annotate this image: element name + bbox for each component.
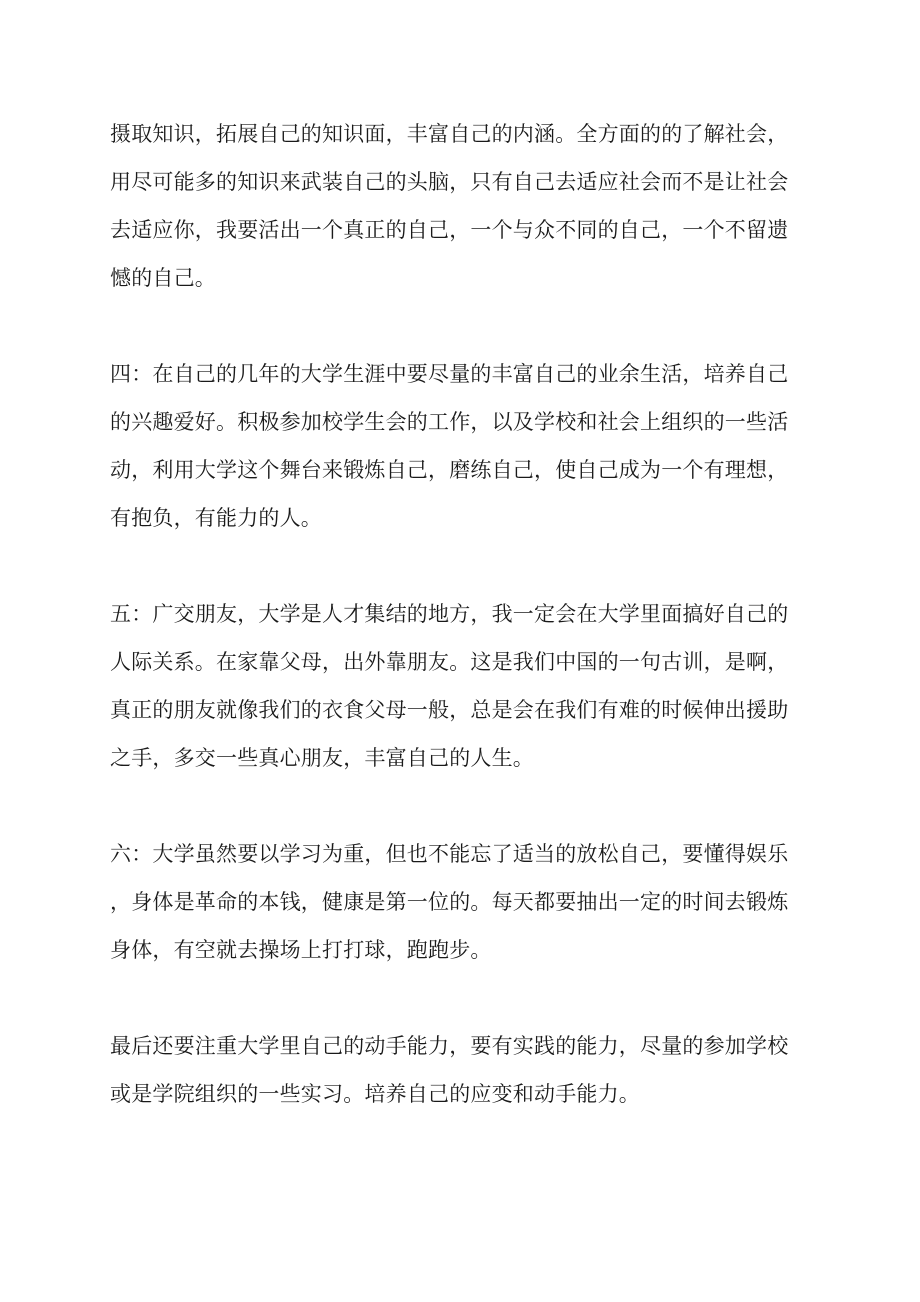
paragraph-line: ，身体是革命的本钱，健康是第一位的。每天都要抽出一定的时间去锻炼: [110, 890, 789, 914]
paragraph-final-practice: [110, 1022, 810, 1118]
paragraph-line: 用尽可能多的知识来武装自己的头脑，只有自己去适应社会而不是让社会: [110, 170, 789, 194]
paragraph-line: 有抱负，有能力的人。: [110, 506, 322, 530]
paragraph-line: 的兴趣爱好。积极参加校学生会的工作，以及学校和社会上组织的一些活: [110, 410, 789, 434]
paragraph-line: 四：在自己的几年的大学生涯中要尽量的丰富自己的业余生活，培养自己: [110, 362, 789, 386]
paragraph-line: 五：广交朋友，大学是人才集结的地方，我一定会在大学里面搞好自己的: [110, 602, 789, 626]
paragraph-line: 最后还要注重大学里自己的动手能力，要有实践的能力，尽量的参加学校: [110, 1034, 789, 1058]
paragraph-line: 六：大学虽然要以学习为重，但也不能忘了适当的放松自己，要懂得娱乐: [110, 842, 789, 866]
paragraph-knowledge: [110, 110, 810, 302]
paragraph-line: 人际关系。在家靠父母，出外靠朋友。这是我们中国的一句古训，是啊，: [110, 650, 789, 674]
paragraph-line: 身体，有空就去操场上打打球，跑跑步。: [110, 938, 492, 962]
paragraph-six-health: [110, 830, 810, 974]
paragraph-line: 摄取知识，拓展自己的知识面，丰富自己的内涵。全方面的的了解社会，: [110, 122, 789, 146]
paragraph-line: 之手，多交一些真心朋友，丰富自己的人生。: [110, 746, 534, 770]
paragraph-line: 去适应你，我要活出一个真正的自己，一个与众不同的自己，一个不留遗: [110, 218, 789, 242]
paragraph-line: 真正的朋友就像我们的衣食父母一般，总是会在我们有难的时候伸出援助: [110, 698, 789, 722]
paragraph-four-hobbies: [110, 350, 810, 542]
paragraph-line: 或是学院组织的一些实习。培养自己的应变和动手能力。: [110, 1082, 640, 1106]
paragraph-line: 憾的自己。: [110, 266, 216, 290]
paragraph-five-friends: [110, 590, 810, 782]
paragraph-line: 动，利用大学这个舞台来锻炼自己，磨练自己，使自己成为一个有理想，: [110, 458, 789, 482]
